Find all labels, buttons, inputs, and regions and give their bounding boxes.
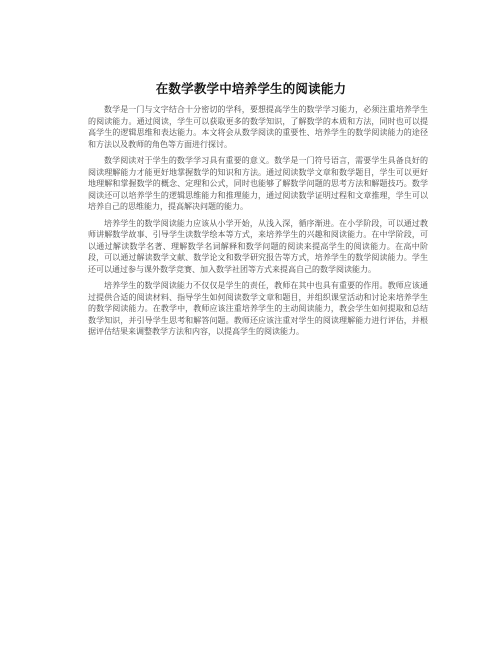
paragraph-4: 培养学生的数学阅读能力不仅仅是学生的责任，教师在其中也具有重要的作用。教师应该通过提供合适的阅读材料、指导学生如何阅读数学文章和题目，并组织课堂活动和讨论来培养学生的数学阅读能力。在教学中，教师应该注重培养学生的主动阅读能力，教会学生如何提取和总结数学知识，并引导学生思考和解答问题。教师还应该注重对学生的阅读理解能力进行评估，并根据评估结果来调整教学方法和内容，以提高学生的阅读能力。: [88, 281, 428, 336]
document-body: [88, 104, 428, 343]
paragraph-2: 数学阅读对于学生的数学学习具有重要的意义。数学是一门符号语言，需要学生具备良好的阅读理解能力才能更好地掌握数学的知识和方法。通过阅读数学文章和数学题目，学生可以更好地理解和掌握数学的概念、定理和公式，同时也能够了解数学问题的思考方法和解题技巧。数学阅读还可以培养学生的逻辑思维能力和推理能力，通过阅读数学证明过程和文章推理，学生可以培养自己的思维能力，提高解决问题的能力。: [88, 156, 428, 211]
paragraph-3: 培养学生的数学阅读能力应该从小学开始，从浅入深，循序渐进。在小学阶段，可以通过教师讲解数学故事、引导学生读数学绘本等方式，来培养学生的兴趣和阅读能力。在中学阶段，可以通过解读数学名著、理解数学名词解释和数学问题的阅读来提高学生的阅读能力。在高中阶段，可以通过解读数学文献、数学论文和数学研究报告等方式，培养学生的数学阅读能力。学生还可以通过参与课外数学竞赛、加入数学社团等方式来提高自己的数学阅读能力。: [88, 218, 428, 274]
document-title: 在数学教学中培养学生的阅读能力: [155, 81, 347, 96]
paragraph-1: 数学是一门与文字结合十分密切的学科，要想提高学生的数学学习能力，必须注重培养学生的阅读能力。通过阅读，学生可以获取更多的数学知识，了解数学的本质和方法，同时也可以提高学生的逻辑思维和表达能力。本文将会从数学阅读的重要性、培养学生的数学阅读能力的途径和方法以及教师的角色等方面进行探讨。: [88, 105, 428, 149]
